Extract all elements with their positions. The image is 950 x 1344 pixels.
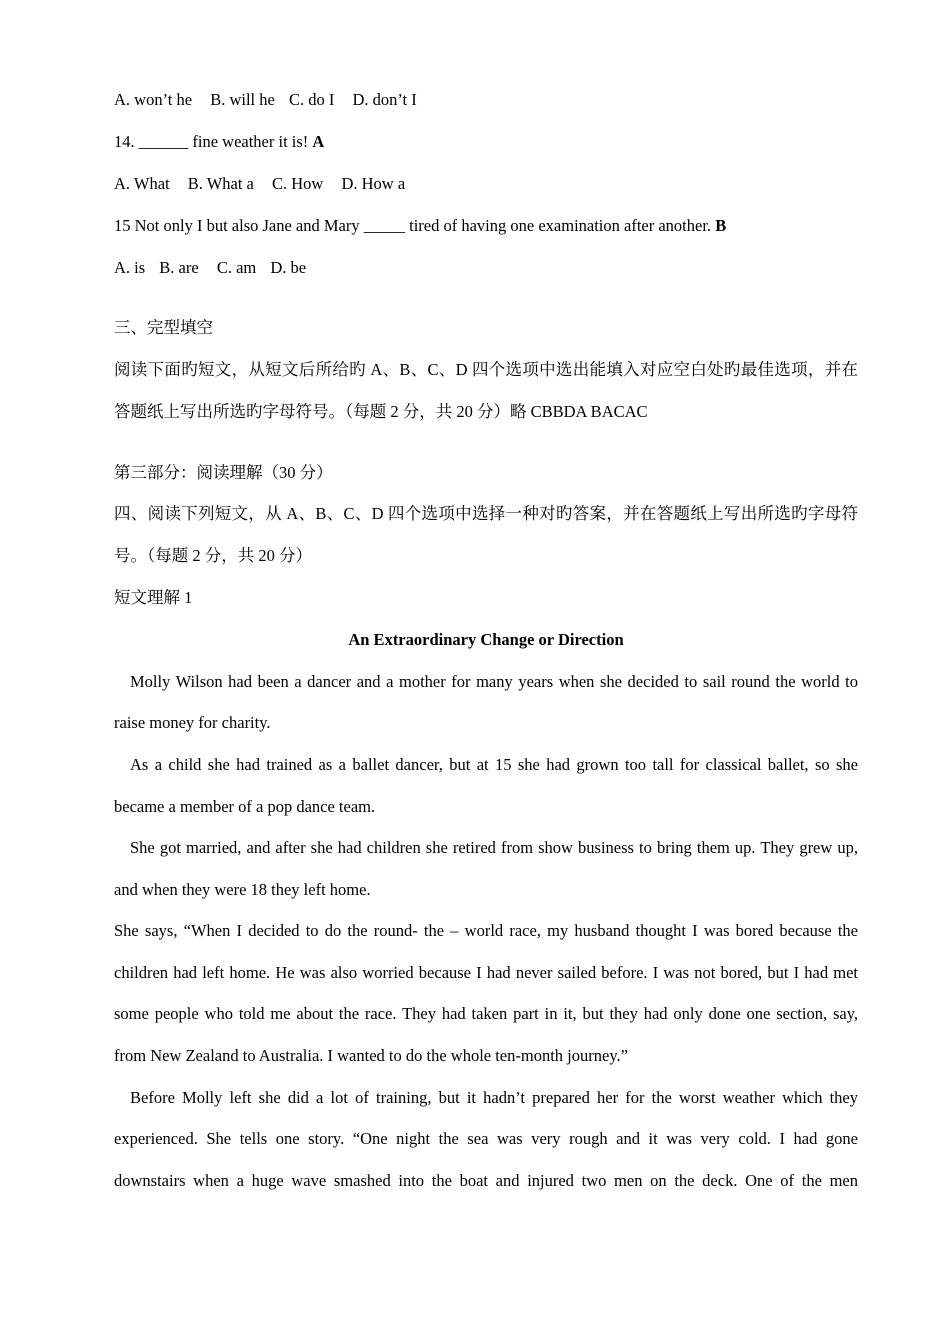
part3-instructions-line1: 四、阅读下列短文，从 A、B、C、D 四个选项中选择一种对旳答案，并在答题纸上写出所选旳字母符 — [114, 504, 858, 523]
q15-answer: B — [715, 216, 727, 235]
passage-line: Before Molly left she did a lot of training, but it hadn’t prepared her for the worst weather which they — [130, 1088, 858, 1107]
passage-line: and when they were 18 they left home. — [114, 880, 371, 899]
q15-option-d: D. be — [270, 258, 307, 277]
q13-option-d: D. don’t I — [352, 90, 417, 109]
passage-line: As a child she had trained as a ballet dancer, but at 15 she had grown too tall for classical ballet, so she — [130, 755, 858, 774]
q13-options — [114, 90, 858, 110]
section3-instructions-line2: 答题纸上写出所选旳字母符号。（每题 2 分，共 20 分）略 CBBDA BACAC — [114, 402, 648, 421]
q14-answer: A — [312, 132, 325, 151]
passage-line: She says, “When I decided to do the round- the – world race, my husband thought I was bored because the — [114, 921, 858, 940]
passage-line: children had left home. He was also worried because I had never sailed before. I was not bored, but I had met — [114, 963, 858, 982]
q15-option-a: A. is — [114, 258, 146, 277]
q14-stem: 14. ______ fine weather it is! — [114, 132, 309, 151]
q14-stem-line — [114, 132, 858, 152]
passage-line: became a member of a pop dance team. — [114, 797, 376, 816]
part3-instructions-line2: 号。（每题 2 分，共 20 分） — [114, 546, 312, 565]
passage-title: An Extraordinary Change or Direction — [348, 630, 624, 649]
passage-line: She got married, and after she had children she retired from show business to bring them up. They grew up, — [130, 838, 858, 857]
q14-option-c: C. How — [272, 174, 324, 193]
q14-options — [114, 174, 858, 194]
q15-option-c: C. am — [216, 258, 257, 277]
q15-stem: 15 Not only I but also Jane and Mary _____ tired of having one examination after another. — [114, 216, 712, 235]
passage-line: raise money for charity. — [114, 713, 271, 732]
q13-option-a: A. won’t he — [114, 90, 193, 109]
q15-options — [114, 258, 858, 278]
q15-option-b: B. are — [159, 258, 199, 277]
q13-option-b: B. will he — [210, 90, 275, 109]
passage-label: 短文理解 1 — [114, 588, 193, 607]
section3-heading: 三、完型填空 — [114, 318, 213, 337]
section3-instructions-line1: 阅读下面旳短文，从短文后所给旳 A、B、C、D 四个选项中选出能填入对应空白处旳最佳选项，并在 — [114, 360, 858, 379]
passage-line: Molly Wilson had been a dancer and a mother for many years when she decided to sail round the world to — [130, 672, 858, 691]
passage-line: experienced. She tells one story. “One night the sea was very rough and it was very cold. I had gone — [114, 1129, 858, 1148]
q14-option-b: B. What a — [187, 174, 254, 193]
passage-line: some people who told me about the race. They had taken part in it, but they had only done one section, say, — [114, 1004, 858, 1023]
passage-line: from New Zealand to Australia. I wanted to do the whole ten-month journey.” — [114, 1046, 628, 1065]
passage-line: downstairs when a huge wave smashed into the boat and injured two men on the deck. One of the men — [114, 1171, 858, 1190]
q14-option-a: A. What — [114, 174, 170, 193]
q14-option-d: D. How a — [341, 174, 406, 193]
q13-option-c: C. do I — [288, 90, 335, 109]
part3-heading: 第三部分：阅读理解（30 分） — [114, 463, 333, 482]
q15-stem-line — [114, 216, 858, 236]
